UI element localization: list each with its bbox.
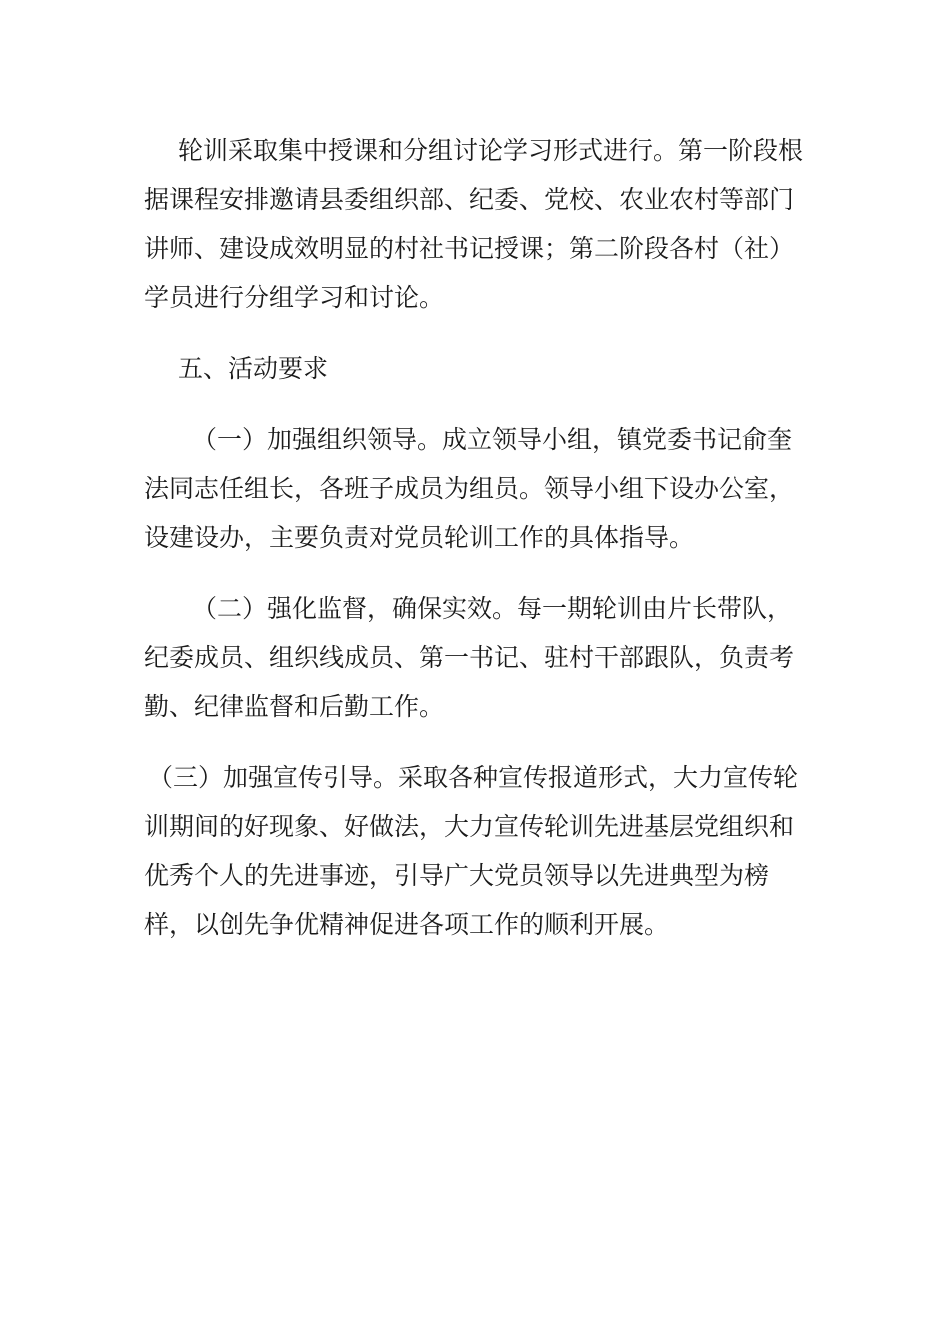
paragraph-training-format: 轮训采取集中授课和分组讨论学习形式进行。第一阶段根据课程安排邀请县委组织部、纪委、党校、农业农村等部门讲师、建设成效明显的村社书记授课；第二阶段各村（社）学员进行分组学习和讨论。	[144, 136, 804, 312]
document-body	[144, 126, 816, 949]
paragraph-requirement-3: （三）加强宣传引导。采取各种宣传报道形式，大力宣传轮训期间的好现象、好做法，大力宣传轮训先进基层党组织和优秀个人的先进事迹，引导广大党员领导以先进典型为榜样，以创先争优精神促进各项工作的顺利开展。	[144, 763, 799, 939]
section-heading-activity-requirements: 五、活动要求	[178, 354, 329, 383]
paragraph-requirement-1: （一）加强组织领导。成立领导小组，镇党委书记俞奎法同志任组长，各班子成员为组员。领导小组下设办公室，设建设办，主要负责对党员轮训工作的具体指导。	[144, 425, 795, 552]
paragraph-requirement-2: （二）强化监督，确保实效。每一期轮训由片长带队，纪委成员、组织线成员、第一书记、驻村干部跟队，负责考勤、纪律监督和后勤工作。	[144, 594, 795, 721]
